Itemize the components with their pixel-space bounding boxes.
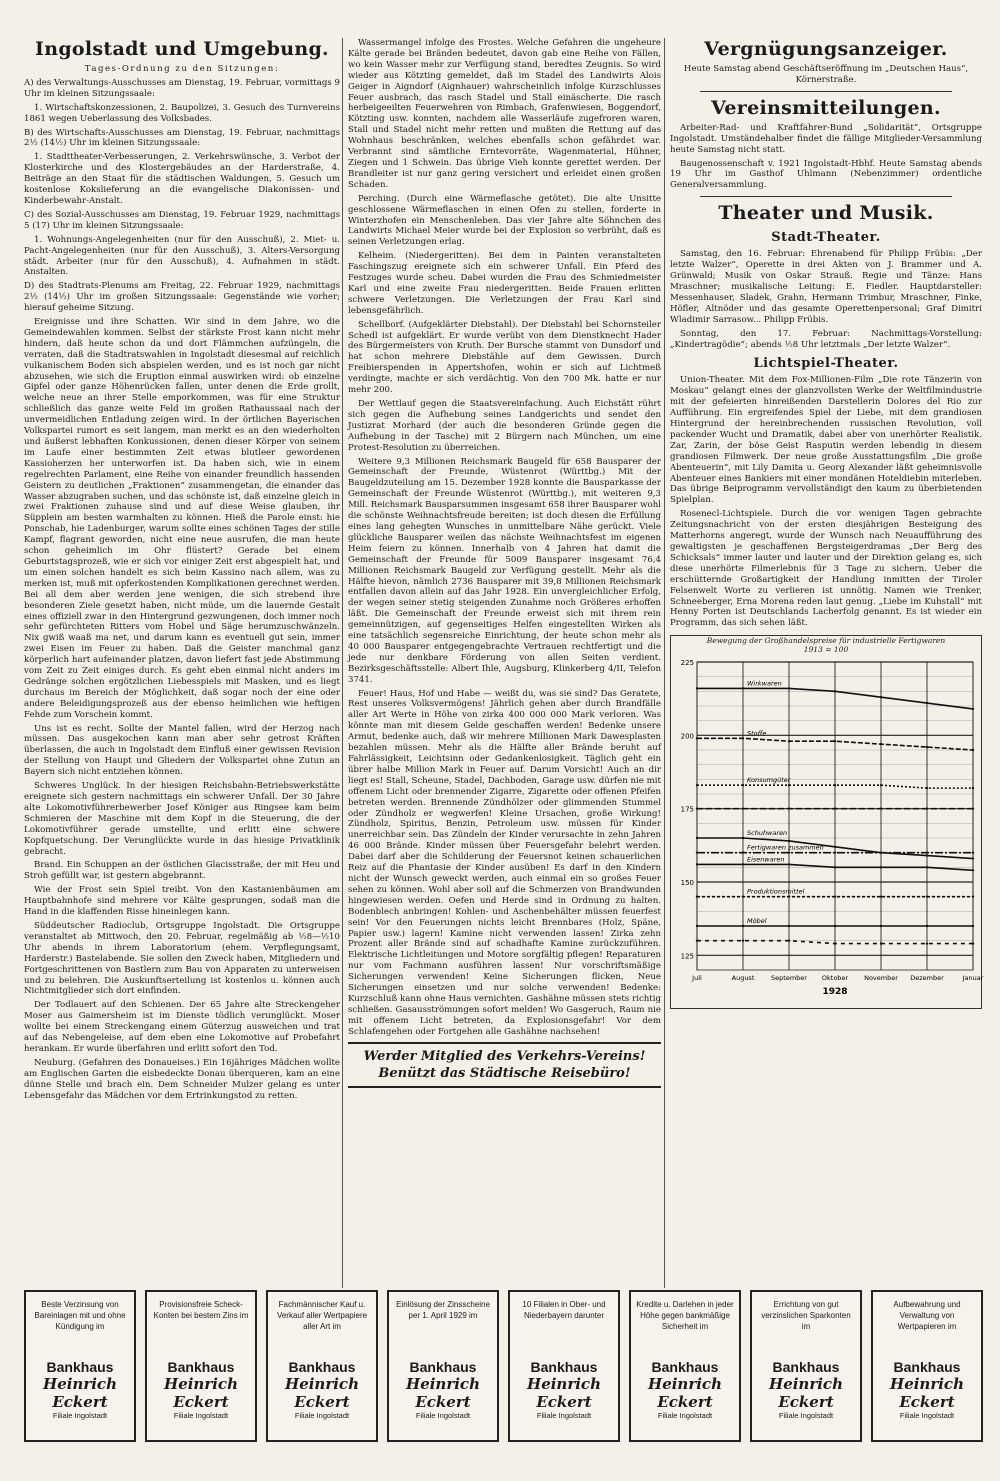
chart-point <box>926 787 928 789</box>
section-title-theater: Theater und Musik. <box>718 202 934 225</box>
article-ereignisse-2: Uns ist es recht. Sollte der Mantel fallen, wird der Herzog nach müssen. Das ausgekochen kann man aber sehr getrost Kräften überlassen, die auch in Ingolstadt dem Einfluß einer gewissen Revision der Stellung von Haupt und Gliedern der Volkspartei ohne Zutun an Bayern sich nicht entziehen können. <box>24 723 340 778</box>
chart-point <box>696 925 698 927</box>
article-brand: Brand. Ein Schuppen an der östlichen Glacisstraße, der mit Heu und Stroh gefüllt war, ist gestern abgebrannt. <box>24 860 340 882</box>
chart-point <box>926 896 928 898</box>
bank-ad-name: Heinrich Eckert <box>648 1375 722 1411</box>
article-frost: Wie der Frost sein Spiel treibt. Von den Kastanienbäumen am Hauptbahnhofe sind mehrere vor Kälte gesprungen, sodaß man die Hand in die klaffenden Risse hineinlegen kann. <box>24 885 340 918</box>
chart-point <box>880 896 882 898</box>
chart-ytick-label: 125 <box>680 952 694 961</box>
bank-ad-box <box>145 1290 257 1442</box>
chart-point <box>926 925 928 927</box>
article-ereignisse: Ereignisse und ihre Schatten. Wir sind in dem Jahre, wo die Gemeindewahlen kommen. Selbst der stärkste Frost kann nicht mehr hindern, daß heute schon da und dort Flämmchen aufzüngeln, die verraten, daß die Stadtratswahlen in Ingolstadt diesesmal auf reichlich vulkanischem Boden sich abspielen werden, und es ist noch gar nicht abzusehen, wie sich die Eruption einmal auswirken wird: ob einzelne Gipfel oder ganze Höhenrücken fallen, unter denen die Erde grollt, welche neue an ihrer Stelle emporkommen, was für eine Struktur schließlich das ganze weite Feld im großen Rathaussaal nach der unvermeidlichen Entladung zeigen wird. In der örtlichen Bayerischen Volkspartei rumort es seit langem, man merkt es an den wiederholten und äußerst lebhaften Konkussionen, denen dieser Körper von seinem im Laufe einer bestimmten Zeit etwas blutleer gewordenen Kassioherzen her unterworfen ist. Da haben sich, wie in einem regelrechten Parlament, eine Reihe von einander freundlich hassenden Geistern zu deutlichen „Fraktionen“ zusammengetan, die einander das Wasser abzugraben suchen, und das schönste ist, daß einzelne gleich in zwei Fraktionen zuhause sind und auf diese Weise glauben, ihr Süpplein am besten warmhalten zu können. Hieß die Parole einst: hie Ponschab, hie Ladenburger, warum sollte eines schönen Tages der stille Kampf, flagrant geworden, nicht eine neue ausrufen, die man heute schon geheimlich im Ohr flüstert? Gerade bei einem Geburtstagsprozeß, wie er sich vor einiger Zeit erst abgespielt hat, und um einen solchen handelt es sich beim Kassino nach allem, was zu merken ist, muß mit opferkostenden Komplikationen gerechnet werden. Bei all dem aber werden jene wenigen, die sich strebend ihre besonderen Ziele gesetzt haben, nicht müde, um die lauernde Gestalt eines offiziell zwar in den Hintergrund gezwungenen, doch immer noch sehr gefürchteten Ritters vom Hobel und Säge herumzuschwänzeln. Nix gwiß waaß ma net, und darum kann es eventuell gut sein, immer zwei Eisen im Feuer zu haben. Daß die Geister manchmal ganz körperlich hart aufeinander platzen, davon liefert fast jede Abstimmung vom Zeit zu Zeit einiges durch. Es geht eben einmal nicht anders im Gedränge solchen ergötzlichen Liebesspiels mit Masken, und es liegt durchaus im Bereich der Möglichkeit, daß sogar noch der eine oder andere Beleidigungsprozeß aus der ebenso heimlichen wie heftigen Fehde zum Vorschein kommt. <box>24 317 340 720</box>
chart-xtick-label: September <box>771 974 807 983</box>
chart-point <box>880 852 882 854</box>
chart-point <box>788 784 790 786</box>
bank-ad-text: Provisionsfreie Scheck-Konten bei bestem Zins im <box>153 1300 249 1320</box>
chart-subtitle: 1913 = 100 <box>803 645 849 655</box>
chart-point <box>742 837 744 839</box>
agenda-c-items: 1. Wohnungs-Angelegenheiten (nur für den Ausschuß), 2. Miet- u. Pacht-Angelegenheiten (nur für den Ausschuß), 3. Alters-Versorgung städt. Arbeiter (nur für den Ausschuß), 4. Aufnahmen in städt. Anstalten. <box>24 234 340 278</box>
chart-series-label: Wirkwaren <box>747 679 782 688</box>
chart-point <box>972 925 974 927</box>
ad-line-1: Werder Mitglied des Verkehrs-Vereins! <box>363 1048 646 1064</box>
bank-ad-box <box>629 1290 741 1442</box>
chart-point <box>696 852 698 854</box>
chart-point <box>742 863 744 865</box>
price-chart <box>670 635 982 1009</box>
bank-ad-branch: Filiale Ingolstadt <box>778 1411 834 1420</box>
chart-point <box>696 784 698 786</box>
chart-point <box>880 743 882 745</box>
bank-ad-name: Heinrich Eckert <box>285 1375 359 1411</box>
bank-ad-bankhaus: Bankhaus <box>772 1359 840 1375</box>
section-title-vergnuegung: Vergnügungsanzeiger. <box>704 38 948 60</box>
bank-ad-bankhaus: Bankhaus <box>46 1359 114 1375</box>
chart-point <box>696 940 698 942</box>
agenda-d: D) des Stadtrats-Plenums am Freitag, 22. Februar 1929, nachmittags 2½ (14½) Uhr im großen Sitzungssaale: Gegenstände wie vorher; hierauf geheime Sitzung. <box>24 281 340 314</box>
chart-point <box>742 687 744 689</box>
chart-point <box>834 866 836 868</box>
chart-point <box>926 866 928 868</box>
chart-point <box>834 852 836 854</box>
lichtspiel-heading: Lichtspiel-Theater. <box>753 356 899 372</box>
chart-series-label: Produktionsmittel <box>747 887 805 896</box>
chart-point <box>972 858 974 860</box>
chart-point <box>972 749 974 751</box>
article-unglueck: Schweres Unglück. In der hiesigen Reichsbahn-Betriebswerkstätte ereignete sich gestern nachmittags ein schwerer Unfall. Der 30 Jahre alte Lokomotivführerbewerber Josef Königer aus Ringsee kam beim Schmieren der Maschine mit dem Kopf in die Steuerung, die der Lokomotivführer gerade umstellte, und erlitt eine schwere Kopfquetschung. Der Verunglückte wurde in das hiesige Privatklinik gebracht. <box>24 781 340 857</box>
agenda-heading: Tages-Ordnung zu den Sitzungen: <box>84 64 280 74</box>
chart-point <box>926 943 928 945</box>
chart-ytick-label: 225 <box>680 659 694 668</box>
chart-point <box>926 746 928 748</box>
chart-svg <box>671 654 984 1004</box>
bank-ad-branch: Filiale Ingolstadt <box>657 1411 713 1420</box>
verkehrsverein-ad <box>348 1042 661 1088</box>
chart-series-label: Schuhwaren <box>747 829 788 838</box>
chart-point <box>834 690 836 692</box>
article-schellborf: Schellborf. (Aufgeklärter Diebstahl). Der Diebstahl bei Schornsteiler Schedl ist aufgeklärt. Er wurde verübt von dem Dienstknecht Hader des Bürgermeisters von Kruth. Der Bursche stammt von Dunsdorf und hat schon mehrere Diebstähle auf dem Gewissen. Durch Freibierspenden in Appertshofen, wohin er sich auf Lichtmeß verdingte, machte er sich verdächtig. Von den 700 Mk. hatte er nur mehr 200. <box>348 319 661 396</box>
chart-point <box>742 940 744 942</box>
chart-point <box>788 687 790 689</box>
bank-ad-branch: Filiale Ingolstadt <box>536 1411 592 1420</box>
chart-ytick-label: 150 <box>680 879 694 888</box>
chart-point <box>880 808 882 810</box>
chart-xtick-label: Oktober <box>821 974 849 983</box>
agenda-a: A) des Verwaltungs-Ausschusses am Dienstag, 19. Februar, vormittags 9 Uhr im kleinen Sitzungssaale: <box>24 77 340 99</box>
chart-series-label: Stoffe <box>747 729 767 738</box>
bank-ad-branch: Filiale Ingolstadt <box>294 1411 350 1420</box>
chart-point <box>834 740 836 742</box>
agenda-b: B) des Wirtschafts-Ausschusses am Dienstag, 19. Februar, nachmittags 2½ (14½) Uhr im kleinen Sitzungssaale: <box>24 127 340 149</box>
chart-point <box>834 846 836 848</box>
article-baugeld: Weitere 9,3 Millionen Reichsmark Baugeld für 658 Bausparer der Gemeinschaft der Freunde, Wüstenrot (Württbg.) Mit der Baugeldzuteilung am 15. Dezember 1928 konnte die Bausparkasse der Gemeinschaft der Freunde Wüstenrot (Württbg.), mit weiteren 9,3 Mill. Reichsmark Bausparsummen insgesamt 658 ihrer Bausparer wohl die schönste Weihnachtsfreude bereiten; ist doch diesen die Erfüllung eines lang gehegten Wunsches in unmittelbare Nähe gerückt. Viele glückliche Bausparer weilen das nächste Weihnachtsfest im eigenen Heim feiern zu können. Innerhalb von 4 Jahren hat damit die Gemeinschaft der Freunde für 5009 Bausparer insgesamt 76,4 Millionen Reichsmark Baugeld zur Verfügung gestellt. Mehr als die Hälfte hievon, nämlich 2736 Bausparer mit 39,8 Millionen Reichsmark entfallen davon allein auf das Jahr 1928. Ein unvergleichlicher Erfolg, der wegen seiner stetig steigenden Zunahme noch Größeres erhoffen läßt. Die Gemeinschaft der Freunde erweist sich mit ihrem rein gemeinnützigen, auf gegenseitiges Helfen eingestellten Wirken als eine tatsächlich segensreiche Einrichtung, der heute schon mehr als 40 000 Bausparer entgegengebrachte Vertrauen rechtfertigt und die jede nur denkbare Förderung von allen Seiten verdient. Bezirksgeschäftsstelle: Albert Ihle, Augsburg, Klinkerberg 4/II, Telefon 3741. <box>348 456 661 685</box>
chart-ytick-label: 200 <box>680 732 694 741</box>
chart-point <box>696 737 698 739</box>
chart-point <box>696 808 698 810</box>
chart-point <box>788 808 790 810</box>
bank-ad-name: Heinrich Eckert <box>527 1375 601 1411</box>
theater-item-2: Sonntag, den 17. Februar: Nachmittags-Vorstellung: „Kindertragödie“; abends ½8 Uhr letztmals „Der letzte Walzer“. <box>670 328 982 350</box>
bank-ad-text: 10 Filialen in Ober- und Niederbayern darunter <box>522 1300 606 1320</box>
article-perching: Perching. (Durch eine Wärmeflasche getötet). Die alte Unsitte geschlossene Wärmeflaschen in einen Ofen zu stellen, forderte in Winterzhofen ein Menschenleben. Das vier Jahre alte Söhnchen des Landwirts Michael Meier wurde bei der Explosion so verbrüht, daß es seinen Verletzungen erlag. <box>348 193 661 248</box>
chart-point <box>696 863 698 865</box>
bank-ad-box <box>387 1290 499 1442</box>
bank-ad-box <box>750 1290 862 1442</box>
chart-point <box>972 896 974 898</box>
bank-ad-branch: Filiale Ingolstadt <box>415 1411 471 1420</box>
section-title-verein: Vereinsmitteilungen. <box>711 96 941 119</box>
article-wettlauf: Der Wettlauf gegen die Staatsvereinfachung. Auch Eichstätt rührt sich gegen die Aufhebung seines Landgerichts und sendet den Justizrat Morhard (der auch die besonderen Gründe gegen die Aufhebung in der Tasche) mit 2 Bürgern nach München, um eine Protest-Resolution zu überreichen. <box>348 399 661 453</box>
bank-ad-text: Fachmännischer Kauf u. Verkauf aller Wertpapiere aller Art im <box>276 1300 368 1331</box>
chart-xtick-label: Januar <box>962 974 984 983</box>
theater-item-1: Samstag, den 16. Februar: Ehrenabend für Philipp Frübis: „Der letzte Walzer“, Operette in drei Akten von J. Brammer und A. Grünwald; Musik von Oskar Strauß. Regie und Tänze: Hans Mraschner; musikalische Leitung: E. Fiedler. Hauptdarsteller: Messenhauser, Sladek, Grahn, Hermann Trimbur, Mraschner, Finke, Höfler, Altnöder und das gesamte Operettenpersonal; Graf Dimitri Wladimir Sarrasow... Philipp Frübis. <box>670 249 982 325</box>
chart-point <box>742 737 744 739</box>
chart-point <box>880 696 882 698</box>
bank-ad-name: Heinrich Eckert <box>890 1375 964 1411</box>
column-divider <box>342 38 343 1288</box>
chart-point <box>696 896 698 898</box>
stadt-theater-heading: Stadt-Theater. <box>771 230 881 246</box>
chart-xlabel: 1928 <box>822 987 848 998</box>
bank-ad-bankhaus: Bankhaus <box>893 1359 961 1375</box>
bank-ad-name: Heinrich Eckert <box>406 1375 480 1411</box>
chart-point <box>972 708 974 710</box>
chart-ytick-label: 175 <box>680 805 694 814</box>
chart-point <box>742 852 744 854</box>
bank-ad-box <box>266 1290 378 1442</box>
chart-point <box>926 702 928 704</box>
column-divider <box>664 38 665 1288</box>
bank-ad-text: Errichtung von gut verzinslichen Sparkonten im <box>761 1300 851 1331</box>
bank-ad-branch: Filiale Ingolstadt <box>52 1411 108 1420</box>
bank-ad-box <box>508 1290 620 1442</box>
chart-series-label: Fertigwaren zusammen <box>747 843 824 852</box>
column-entertainment <box>670 38 982 1288</box>
chart-point <box>788 940 790 942</box>
bank-ad-text: Aufbewahrung und Verwaltung von Wertpapieren im <box>893 1300 961 1331</box>
verein-item-2: Baugenossenschaft v. 1921 Ingolstadt-Hbhf. Heute Samstag abends 19 Uhr im Gasthof Uhlmann (Nebenzimmer) ordentliche Generalversammlung. <box>670 158 982 191</box>
chart-point <box>788 925 790 927</box>
chart-point <box>880 784 882 786</box>
bank-ad-box <box>871 1290 983 1442</box>
bank-ad-text: Beste Verzinsung von Bareinlagen mit und ohne Kündigung im <box>34 1300 126 1331</box>
lichtspiel-item-1: Union-Theater. Mit dem Fox-Millionen-Film „Die rote Tänzerin von Moskau“ gelangt eines der glanzvollsten Werke der Weltfilmindustrie mit der gefeierten hinreißenden Darstellerin Dolores del Rio zur Aufführung. Ein ergreifendes Spiel der Liebe, mit dem grandiosen Hintergrund der hereinbrechenden russischen Revolution, voll packender Wucht und Dramatik, dabei aber von unerhörter Realistik. Zar, Zarin, der böse Geist Rasputin werden lebendig in diesem grandiosen Filmwerk. Der neue große Ausstattungsfilm „Die große Abenteuerin“, mit Lily Damita u. Georg Alexander läßt geheimnisvolle Abenteuer eines Bankiers mit einer mondänen Hoteldiebin miterleben. Das übrige Beiprogramm vervollständigt den kaum zu überbietenden Spielplan. <box>670 375 982 506</box>
bank-ad-branch: Filiale Ingolstadt <box>173 1411 229 1420</box>
chart-series-label: Möbel <box>747 917 767 926</box>
chart-point <box>788 840 790 842</box>
chart-point <box>880 925 882 927</box>
chart-point <box>972 808 974 810</box>
chart-xtick-label: Dezember <box>910 974 944 983</box>
chart-point <box>834 808 836 810</box>
chart-xtick-label: November <box>864 974 898 983</box>
bank-ad-bankhaus: Bankhaus <box>167 1359 235 1375</box>
chart-point <box>880 943 882 945</box>
vergnuegung-text: Heute Samstag abend Geschäftseröffnung im „Deutschen Haus“, Körnerstraße. <box>683 64 969 85</box>
bank-ads-row <box>24 1290 978 1440</box>
chart-point <box>972 943 974 945</box>
agenda-b-items: 1. Stadttheater-Verbesserungen, 2. Verkehrswünsche, 3. Verbot der Klosterkirche und des Klostergebäudes an der Harderstraße, 4. Beiträge an den Staat für die städtischen Waldungen, 5. Gesuch um kostenlose Kokslieferung an die evangelische Diakonissen- und Kinderbewahr-Anstalt. <box>24 152 340 206</box>
newspaper-page <box>8 8 992 1473</box>
chart-point <box>834 943 836 945</box>
chart-point <box>926 852 928 854</box>
article-feuer: Feuer! Haus, Hof und Habe — weißt du, was sie sind? Das Geratete, Rest unseres Volksvermögens! Jährlich gehen aber durch Brandfälle aller Art Werte in Höhe von zirka 400 000 000 Mark verloren. Was könnte man mit diesem Gelde geschaffen werden! Bedenke unsere Armut, bedenke auch, daß wir mehrere Millionen Mark Dawesplasten bezahlen müssen. Mehr als die Hälfte aller Brände beruht auf Fahrlässigkeit, Leichtsinn oder Gedankenlosigkeit. Täglich geht ein übrer halbe Million Mark in Feuer auf. Darum Vorsicht! Auch an dir liegt es! Stall, Scheune, Stadel, Dachboden, Garage usw. dürfen nie mit offenem Licht oder brennender Zigarre, Zigarette oder offenen Pfeifen betreten werden. Brennende Zündhölzer oder glimmenden Stummel oder Zündholz er wegwerfen! Kleine Ursachen, große Wirkung! Zündholz, Spiritus, Benzin, Petroleum usw. müssen für Kinder unerreichbar sein. Das Zündeln der Kinder verursachte in zehn Jahren 46 000 Brände. Kinder müssen über Feuersgefahr belehrt werden. Dabei darf aber die Schilderung der Feuersnot keinen schauerlichen Reiz auf die Phantasie der Kinder ausüben! Es darf in den Kindern nicht der Wunsch geweckt werden, auch einmal ein so großes Feuer sehen zu können. Wohl aber soll auf die Schmerzen von Brandwunden hingewiesen werden. Oefen und Herde sind in Ordnung zu halten. Bodenblech anbringen! Kohlen- und Aschenbehälter müssen feuerfest sein! Vor den Feuerungen nichts leicht Brennbares (Holz, Späne, Papier usw.) lagern! Kamine nicht verwenden lassen! Zirka zehn Prozent aller Brände sind auf schadhafte Kamine zurückzuführen. Elektrische Lichtleitungen und Motore sorgfältig pflegen! Reparaturen nur vom Fachmann ausführen lassen! Nur vorschriftsmäßige Sicherungen verwenden! Keine Sicherungen flicken, Neue Sicherungen einsetzen und nur solche verwenden! Bedenke: Kurzschluß kann ohne Haus vernichten. Gashähne müssen stets richtig schließen. Gasausströmungen sofort melden! Wo Gasgeruch, Raum nie mit offenem Licht betreten, da Explosionsgefahr! Vor dem Schlafengehen oder Fortgehen alle Gashähne nachsehen! <box>348 688 661 1037</box>
chart-series-label: Eisenwaren <box>747 855 785 864</box>
chart-point <box>742 925 744 927</box>
article-tod: Der Todlauert auf den Schienen. Der 65 Jahre alte Streckengeher Moser aus Gaimersheim ist im Dienste tödlich verunglückt. Moser wollte bei einem Streckengang einem Güterzug ausweichen und trat auf das Nebengeleise, auf dem eben eine Lokomotive auf Probefahrt herankam. Er wurde überfahren und erlitt sofort den Tod. <box>24 1000 340 1054</box>
bank-ad-bankhaus: Bankhaus <box>530 1359 598 1375</box>
bank-ad-box <box>24 1290 136 1442</box>
chart-point <box>880 866 882 868</box>
agenda-a-items: 1. Wirtschaftskonzessionen, 2. Baupolizei, 3. Gesuch des Turnvereins 1861 wegen Ueberlassung des Volksbades. <box>24 102 340 124</box>
article-wassermangel: Wassermangel infolge des Frostes. Welche Gefahren die ungeheure Kälte gerade bei Bränden bedeutet, davon gab eine Reihe von Fällen, wo kein Wasser mehr zur Verfügung stand, beredtes Zeugnis. So wird wieder aus Kötzting gemeldet, daß im Stadel des Landwirts Alois Geiger in Aigndorf (Aignhauer) wahrscheinlich infolge Kurzschlusses Feuer ausbrach, das rasch Stadel und Stall einäscherte. Die rasch herbeigeeilten Feuerwehren von Rimbach, Grafenwiesen, Boggendorf, Kötzting usw. konnten, nachdem alle Wasserläufe zugefroren waren, Stall und Stadel nicht mehr retten und mußten die Rettung auf das Wohnhaus beschränken, welches ebenfalls schon gefährdet war. Verbrannt sind sämtliche Erntevorräte, Wagenmaterial, Hühner, Ziegen und 1 Schwein. Das übrige Vieh konnte gerettet werden. Der Brandleiter ist nur ganz gering versichert und erleidet einen großen Schaden. <box>348 38 661 190</box>
agenda-c: C) des Sozial-Ausschusses am Dienstag, 19. Februar 1929, nachmittags 5 (17) Uhr im kleinen Sitzungssaale: <box>24 209 340 231</box>
bank-ad-bankhaus: Bankhaus <box>288 1359 356 1375</box>
chart-point <box>788 896 790 898</box>
chart-point <box>742 896 744 898</box>
chart-point <box>834 896 836 898</box>
chart-series-label: Konsumgüter <box>747 776 791 785</box>
verein-item-1: Arbeiter-Rad- und Kraftfahrer-Bund „Solidarität“, Ortsgruppe Ingolstadt. Umständehalber findet die fällige Mitglieder-Versammlung heute Samstag nicht statt. <box>670 122 982 155</box>
chart-xtick-label: Juli <box>692 974 702 983</box>
chart-point <box>788 852 790 854</box>
bank-ad-bankhaus: Bankhaus <box>651 1359 719 1375</box>
bank-ad-bankhaus: Bankhaus <box>409 1359 477 1375</box>
divider <box>700 91 952 92</box>
chart-point <box>696 687 698 689</box>
chart-point <box>972 869 974 871</box>
chart-point <box>926 808 928 810</box>
chart-xtick-label: August <box>731 974 755 983</box>
column-ingolstadt <box>24 38 340 1288</box>
chart-point <box>788 863 790 865</box>
article-radioclub: Süddeutscher Radioclub, Ortsgruppe Ingolstadt. Die Ortsgruppe veranstaltet ab Mittwoch, den 20. Februar, regelmäßig ab ½8—½10 Uhr abends in ihrem Laboratorium (ehem. Verpflegungsamt, Harderstr.) Bastelabende. Sie sollen den Zweck haben, Mitgliedern und Fortgeschrittenen von Bastlern zum Bau von Apparaten zu unterweisen und zu belehren. Die Auskunftserteilung ist kostenlos u. können auch Nichtmitglieder sich dort einfinden. <box>24 920 340 997</box>
chart-point <box>972 852 974 854</box>
section-title-ingolstadt: Ingolstadt und Umgebung. <box>35 38 329 60</box>
bank-ad-text: Kredite u. Darlehen in jeder Höhe gegen bankmäßige Sicherheit im <box>636 1300 734 1331</box>
article-kelheim: Kelheim. (Niedergeritten). Bei dem in Painten veranstalteten Faschingszug ereignete sich ein schwerer Unfall. Ein Pferd des Festzuges wurde scheu. Dabei wurden die Frau des Schmiedmeister Karl und eine zweite Frau niedergeritten. Beide Frauen erlitten schwere Verletzungen. Die Verletzungen der Frau Karl sind lebensgefährlich. <box>348 251 661 316</box>
divider <box>700 196 952 197</box>
chart-point <box>834 925 836 927</box>
chart-point <box>834 784 836 786</box>
chart-point <box>742 784 744 786</box>
ad-line-2: Benützt das Städtische Reisebüro! <box>378 1065 631 1081</box>
chart-point <box>788 740 790 742</box>
chart-point <box>972 787 974 789</box>
chart-point <box>742 808 744 810</box>
bank-ad-text: Einlösung der Zinsscheine per 1. April 1929 im <box>396 1300 490 1320</box>
bank-ad-name: Heinrich Eckert <box>164 1375 238 1411</box>
column-news <box>348 38 661 1288</box>
chart-title: Bewegung der Großhandelspreise für industrielle Fertigwaren <box>706 636 946 646</box>
bank-ad-branch: Filiale Ingolstadt <box>899 1411 955 1420</box>
bank-ad-name: Heinrich Eckert <box>769 1375 843 1411</box>
article-neuburg: Neuburg. (Gefahren des Donaueises.) Ein 16jähriges Mädchen wollte am Englischen Garten die eisbedeckte Donau überqueren, kam an eine dünne Stelle und brach ein. Dem Schneider Mulzer gelang es unter Lebensgefahr das Mädchen vor dem Ertrinkungstod zu retten. <box>24 1057 340 1101</box>
bank-ad-name: Heinrich Eckert <box>43 1375 117 1411</box>
chart-point <box>926 855 928 857</box>
lichtspiel-item-2: Rosenecl-Lichtspiele. Durch die vor wenigen Tagen gebrachte Zeitungsnachricht von der ersten diesjährigen Besteigung des Matterhorns angeregt, wurde der Wunsch nach Neuaufführung des gewaltigsten je geschaffenen Bergsteigerdramas „Der Berg des Schicksals“ immer lauter und lauter und der Direktion gelang es, sich diese unerhörte Filmerlebnis für 3 Tage zu sichern. Ueber die erschütternde Großartigkeit der Handlung inmitten der Tiroler Felsenwelt Worte zu verlieren ist unnötig. Namen wie Trenker, Schneeberger, Erna Morena reden laut genug. „Liebe im Kuhstall“ mit Henny Porten ist Deutschlands Lacherfolg genannt. Es ist wieder ein Programm, das sich sehen läßt. <box>670 509 982 629</box>
chart-point <box>696 837 698 839</box>
